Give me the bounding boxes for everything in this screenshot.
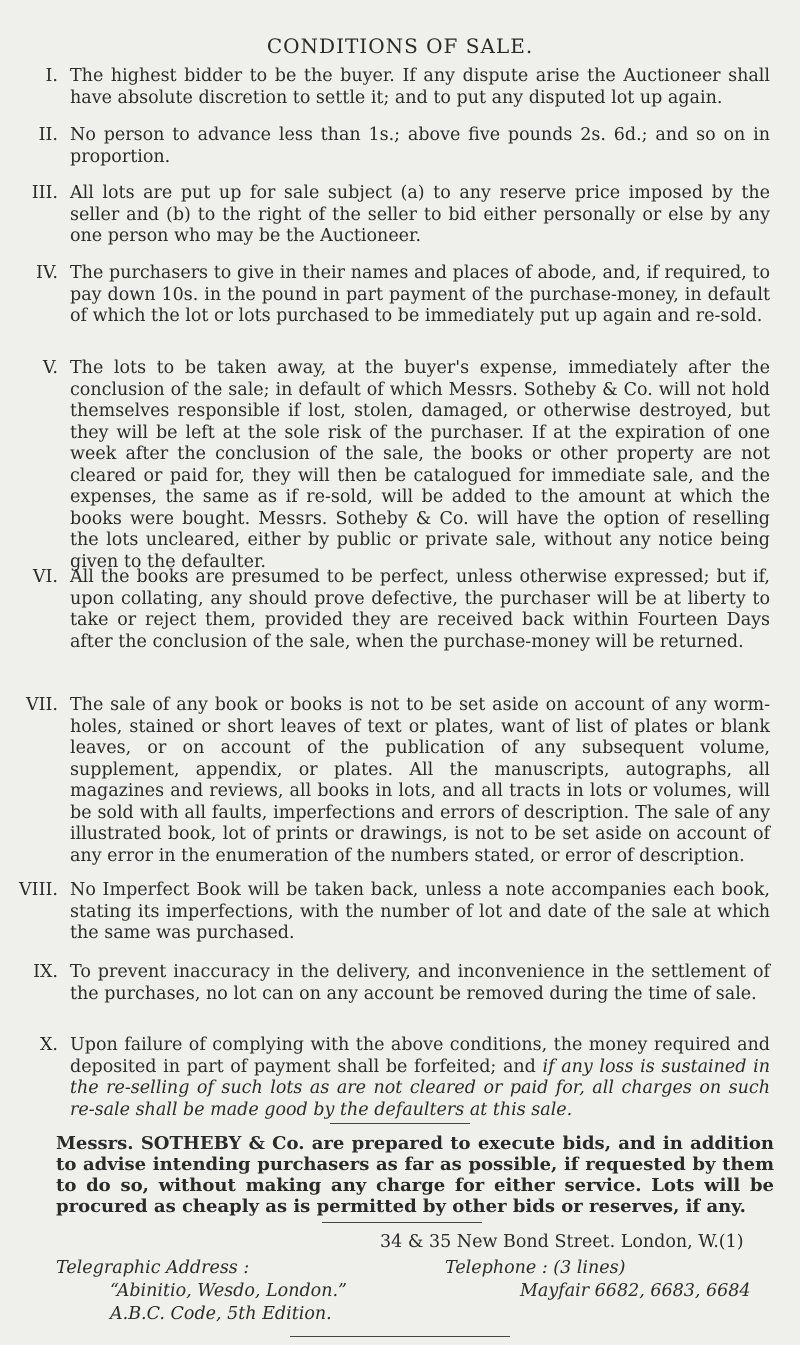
condition-text: The sale of any book or books is not to be set aside on account of any worm-holes, stained or short leaves of text or plates, want of list of plates or blank leaves, or on account of the publication of any subsequent volume, supplement, appendix, or plates. All the manuscripts, autographs, all magazines and reviews, all books in lots, and all tracts in lots or volumes, will be sold with all faults, imperfections and errors of description. The sale of any illustrated book, lot of prints or drawings, is not to be set aside on account of any error in the enumeration of the numbers stated, or error of description. — [70, 695, 770, 866]
divider — [322, 1222, 482, 1223]
condition-number: IV. — [35, 263, 58, 283]
condition-text: No Imperfect Book will be taken back, unless a note accompanies each book, stating its imperfections, with the number of lot and date of the sale at which the same was purchased. — [70, 880, 770, 943]
telegraphic-label: Telegraphic Address : — [56, 1258, 250, 1278]
page-title: CONDITIONS OF SALE. — [266, 34, 534, 58]
condition-number: III. — [31, 183, 58, 203]
condition-text: The purchasers to give in their names and places of abode, and, if required, to pay down 10s. in the pound in part payment of the purchase-money, in default of which the lot or lots purchased to be immediately put up again and re-sold. — [70, 263, 770, 326]
condition-text: To prevent inaccuracy in the delivery, and inconvenience in the settlement of the purchases, no lot can on any account be removed during the time of sale. — [70, 962, 770, 1004]
street-address: 34 & 35 New Bond Street. London, W.(1) — [380, 1232, 744, 1252]
divider — [290, 1336, 510, 1337]
condition-number: VIII. — [19, 880, 58, 900]
telephone-label: Telephone : (3 lines) — [445, 1258, 626, 1278]
telephone-numbers: Mayfair 6682, 6683, 6684 — [520, 1281, 751, 1301]
condition-text-italic: if any loss is sustained in the re-selling of such lots as are not cleared or paid for, all charges on such re-sale shall be made good by the defaulters at this sale. — [70, 1056, 770, 1120]
condition-text: All lots are put up for sale subject (a) to any reserve price imposed by the seller and (b) to the right of the seller to bid either personally or else by any one person who may be the Auctioneer. — [70, 183, 770, 246]
condition-number: VI. — [32, 567, 58, 587]
abc-code: A.B.C. Code, 5th Edition. — [110, 1304, 332, 1324]
telegraphic-address: “Abinitio, Wesdo, London.” — [110, 1281, 347, 1301]
condition-number: IX. — [33, 962, 58, 982]
condition-text: All the books are presumed to be perfect, unless otherwise expressed; but if, upon collating, any should prove defective, the purchaser will be at liberty to take or reject them, provided they are received back within Fourteen Days after the conclusion of the sale, when the purchase-money will be returned. — [70, 567, 770, 652]
condition-number: I. — [45, 66, 58, 86]
condition-number: V. — [42, 358, 58, 378]
condition-number: VII. — [25, 695, 58, 715]
condition-text-plain: Upon failure of complying with the above conditions, the money required and deposited in part of payment shall be forfeited; and — [70, 1035, 770, 1077]
condition-text: The lots to be taken away, at the buyer's expense, immediately after the conclusion of the sale; in default of which Messrs. Sotheby & Co. will not hold themselves responsible if lost, stolen, damaged, or otherwise destroyed, but they will be left at the sole risk of the purchaser. If at the expiration of one week after the conclusion of the sale, the books or other property are not cleared or paid for, they will then be catalogued for immediate sale, and the expenses, the same as if re-sold, will be added to the amount at which the books were bought. Messrs. Sotheby & Co. will have the option of reselling the lots uncleared, either by public or private sale, without any notice being given to the defaulter. — [70, 358, 770, 572]
divider — [330, 1123, 470, 1124]
sotheby-service-note: Messrs. SOTHEBY & Co. are prepared to execute bids, and in addition to advise intending purchasers as far as possible, if requested by them to do so, without making any charge for either service. Lots will be procured as cheaply as is permitted by other bids or reserves, if any. — [56, 1133, 774, 1217]
condition-text: The highest bidder to be the buyer. If any dispute arise the Auctioneer shall have absolute discretion to settle it; and to put any disputed lot up again. — [70, 66, 770, 108]
condition-number: X. — [39, 1035, 58, 1055]
condition-number: II. — [38, 125, 58, 145]
condition-text: No person to advance less than 1s.; above five pounds 2s. 6d.; and so on in proportion. — [70, 125, 770, 167]
condition-text — [70, 1035, 770, 1121]
